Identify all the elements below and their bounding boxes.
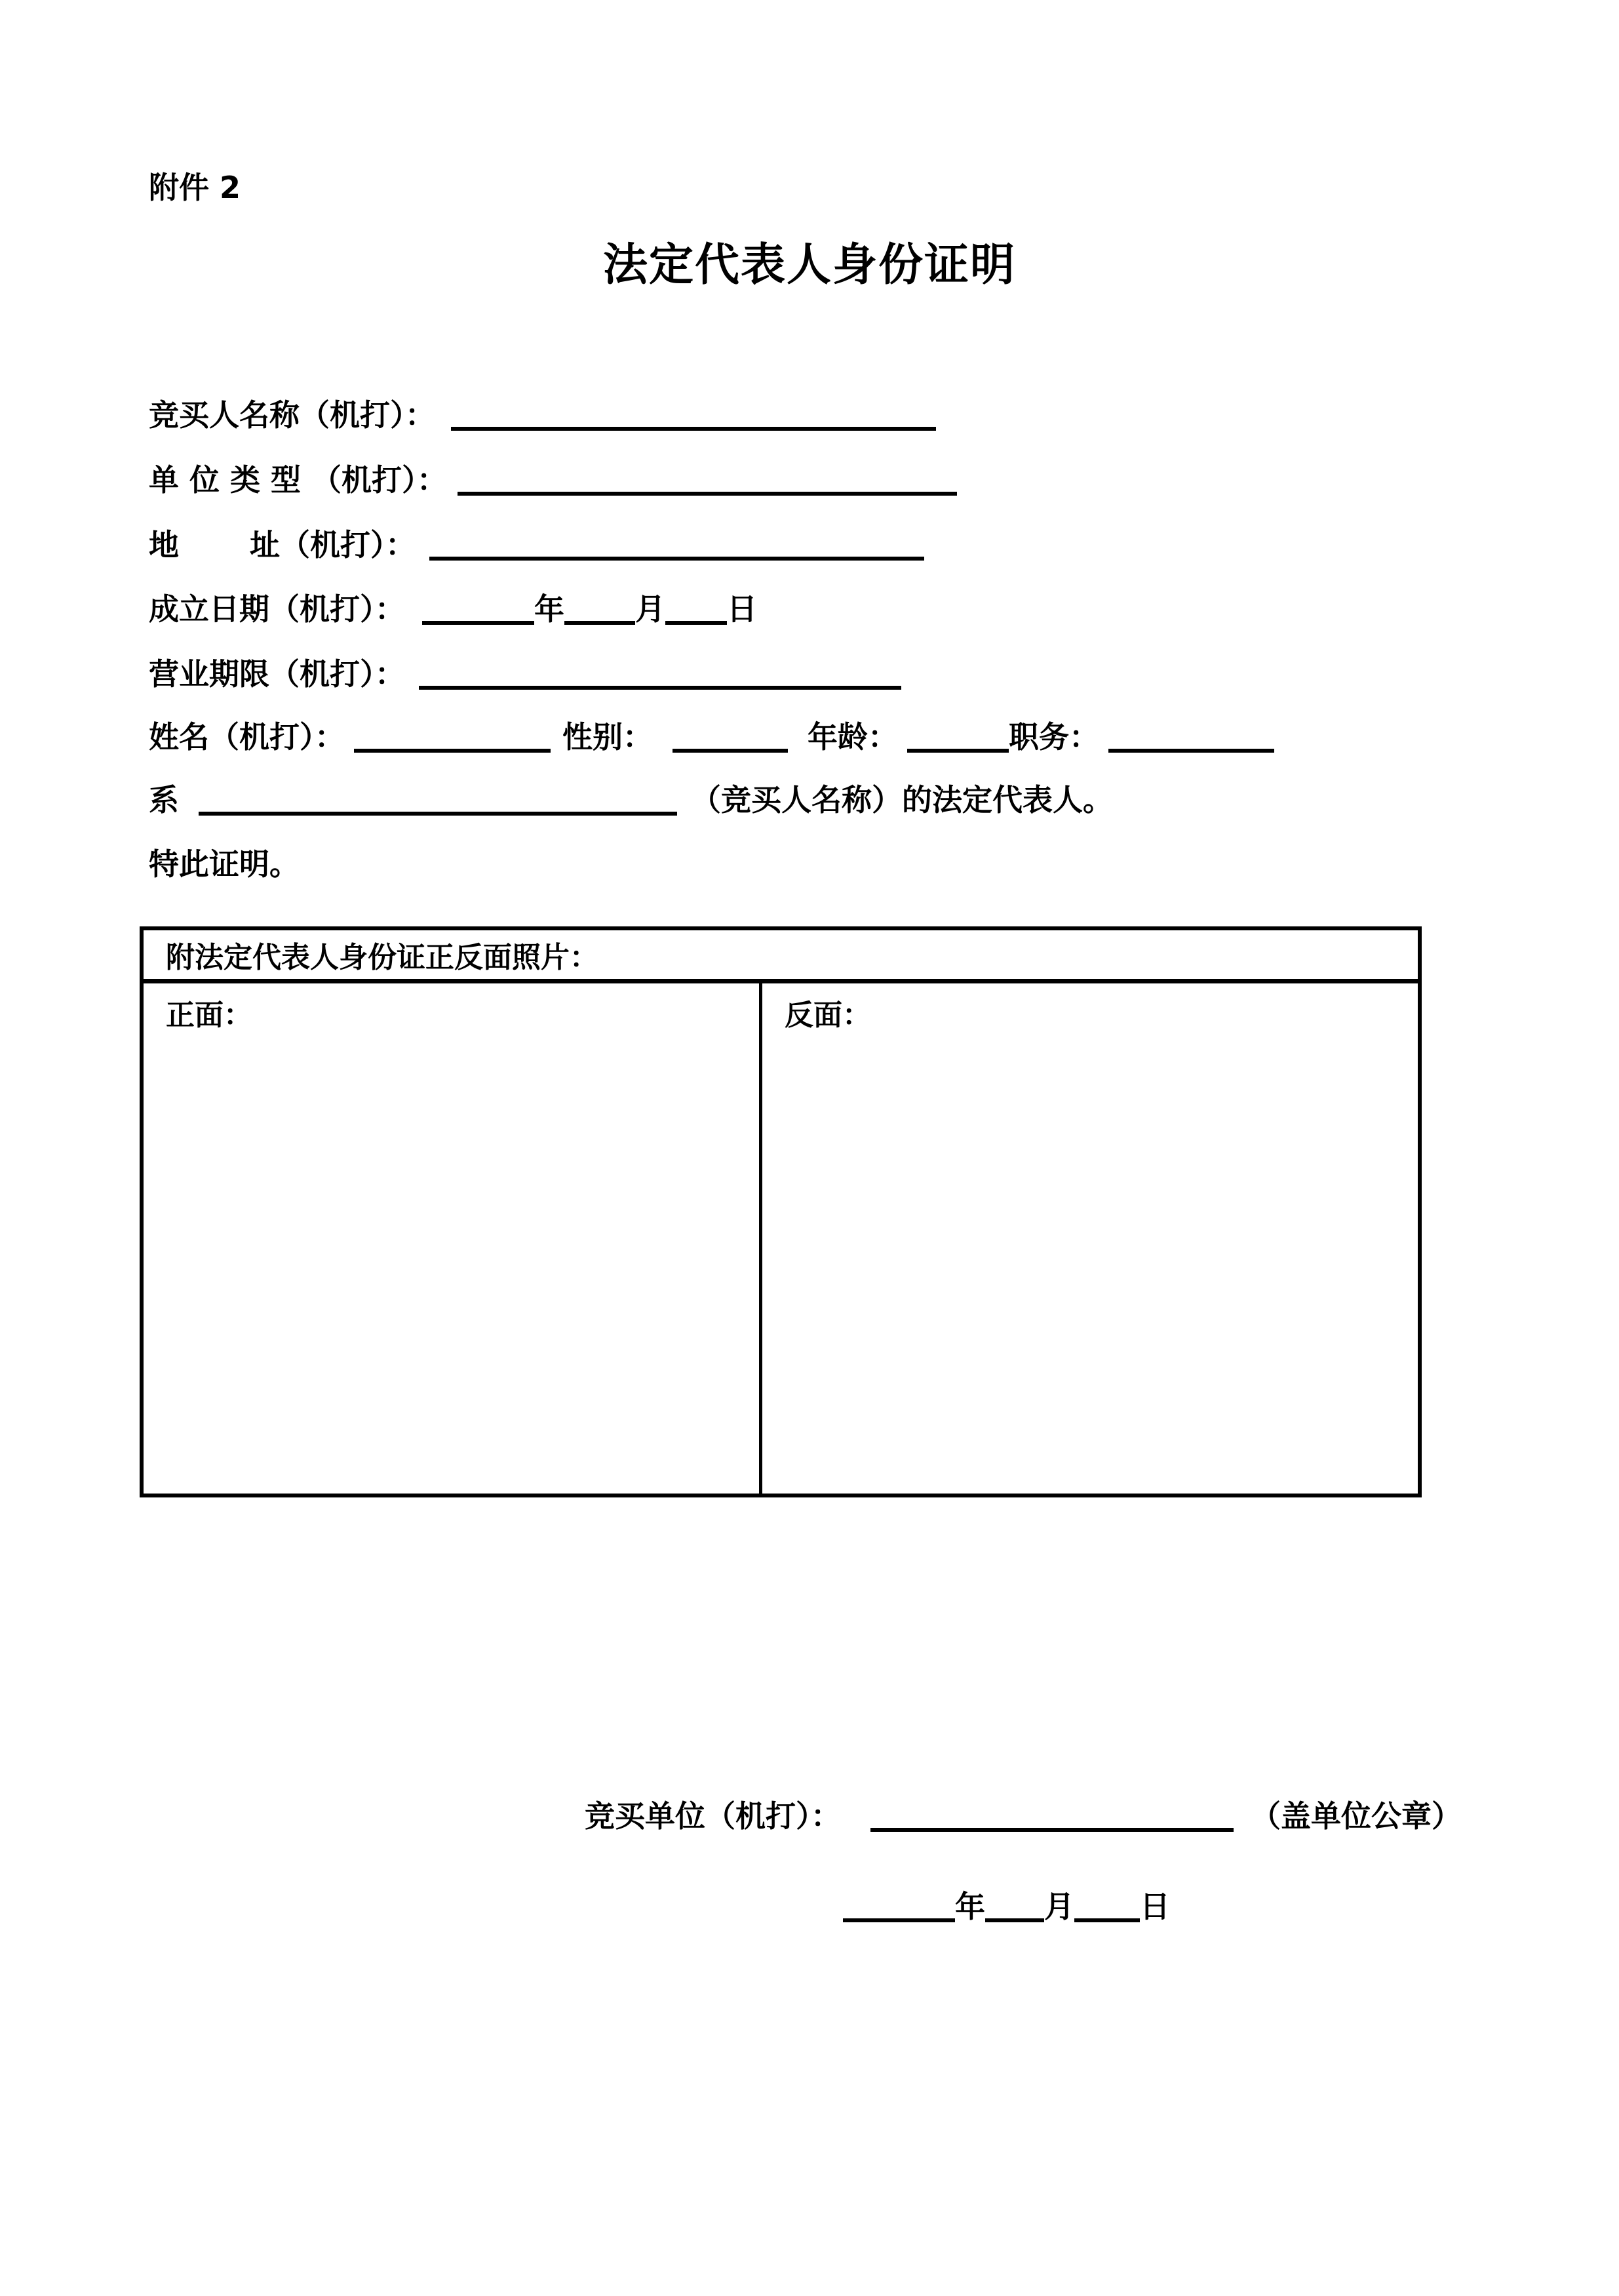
footer-year-suffix: 年 [955,1889,985,1924]
field-establish-date [149,591,757,627]
person-name-blank [354,720,551,753]
address-label: 地 址（机打）： [149,527,416,563]
establish-day-blank [665,592,727,625]
business-term-label: 营业期限（机打）： [149,656,405,692]
footer-unit-label: 竞买单位（机打）： [585,1798,841,1834]
establish-month-suffix: 月 [635,591,665,627]
field-address [149,526,924,563]
footer-seal-note: （盖单位公章） [1251,1798,1462,1834]
person-age-label: 年龄： [808,719,898,755]
footer-month-blank [985,1890,1044,1922]
person-age-blank [907,720,1009,753]
buyer-name-blank [451,398,936,431]
establish-day-suffix: 日 [727,591,757,627]
field-buyer-name [149,397,936,433]
establish-date-label: 成立日期（机打）： [149,591,405,627]
footer-unit-blank [870,1799,1234,1832]
footer-day-suffix: 日 [1140,1889,1170,1924]
establish-month-blank [564,592,635,625]
page-title: 法定代表人身份证明 [602,239,1016,291]
footer-month-suffix: 月 [1044,1889,1074,1924]
establish-year-blank [422,592,534,625]
buyer-name-label: 竞买人名称（机打）： [149,397,435,433]
establish-year-suffix: 年 [534,591,564,627]
footer-date-line [843,1888,1170,1925]
photo-box-cells [144,983,1418,1494]
footer-day-blank [1074,1890,1140,1922]
person-name-label: 姓名（机打）： [149,719,345,755]
attachment-label: 附件 2 [149,170,241,205]
field-relation [149,782,1113,818]
relation-prefix: 系 [149,782,179,818]
relation-blank [199,783,677,816]
field-business-term [149,656,901,692]
photo-box-header: 附法定代表人身份证正反面照片： [144,930,1418,983]
person-duty-label: 职务： [1009,719,1099,755]
photo-cell-front [144,983,762,1494]
photo-back-label: 反面： [785,999,871,1032]
field-person-info [149,719,1274,755]
unit-type-label: 单 位 类 型 （机打）： [149,462,448,498]
relation-suffix: （竞买人名称）的法定代表人。 [691,782,1113,818]
photo-cell-back [762,983,1418,1494]
unit-type-blank [458,463,957,496]
business-term-blank [419,657,901,690]
person-gender-blank [673,720,788,753]
id-photo-box [140,926,1422,1497]
hereby-statement: 特此证明。 [149,846,300,882]
photo-front-label: 正面： [166,999,252,1032]
person-duty-blank [1108,720,1274,753]
person-gender-label: 性别： [562,719,653,755]
field-unit-type [149,462,957,498]
footer-year-blank [843,1890,955,1922]
address-blank [429,528,924,561]
footer-unit-line [585,1798,1462,1834]
